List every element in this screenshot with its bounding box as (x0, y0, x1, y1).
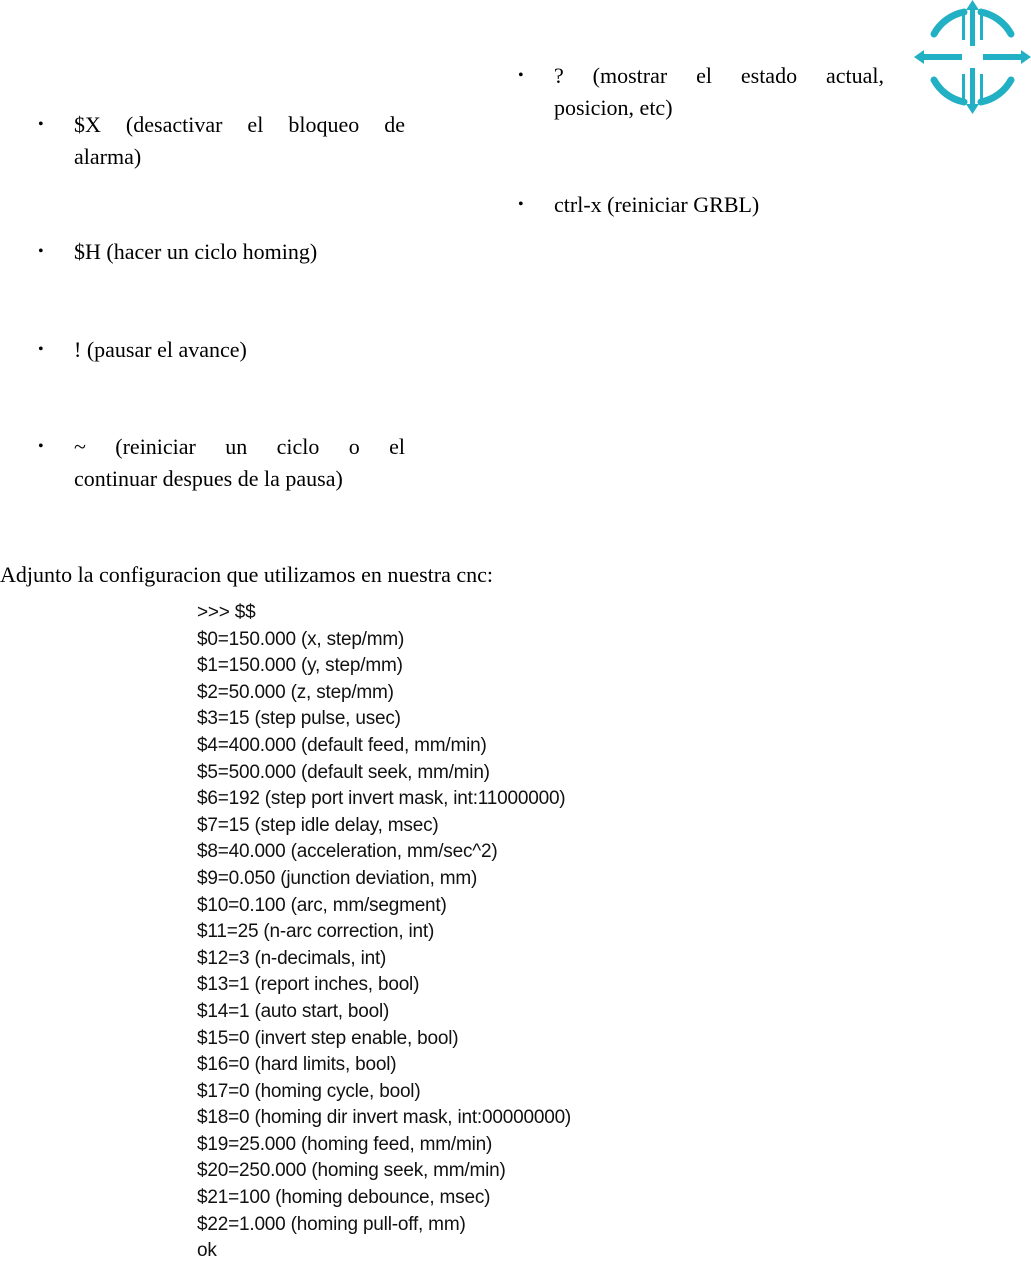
config-line: $21=100 (homing debounce, msec) (197, 1187, 491, 1209)
config-line: $15=0 (invert step enable, bool) (197, 1027, 459, 1049)
config-line: $9=0.050 (junction deviation, mm) (197, 867, 478, 889)
bullet-dot: • (518, 196, 524, 213)
bullet-dot: • (38, 438, 44, 455)
bullet-text-line: alarma) (74, 144, 142, 169)
bullet-dot: • (38, 341, 44, 358)
config-line: $16=0 (hard limits, bool) (197, 1054, 397, 1076)
config-line: $10=0.100 (arc, mm/segment) (197, 894, 447, 916)
config-line: $22=1.000 (homing pull-off, mm) (197, 1213, 466, 1235)
config-line: $7=15 (step idle delay, msec) (197, 814, 439, 836)
config-line: $20=250.000 (homing seek, mm/min) (197, 1160, 506, 1182)
bullet-text-line: continuar despues de la pausa) (74, 466, 343, 491)
bullet-dot: • (38, 243, 44, 260)
config-line: $2=50.000 (z, step/mm) (197, 681, 394, 703)
bullet-text-line: ctrl-x (reiniciar GRBL) (554, 192, 760, 217)
config-line: $18=0 (homing dir invert mask, int:00000000) (197, 1107, 572, 1129)
config-line: $4=400.000 (default feed, mm/min) (197, 734, 487, 756)
config-line: $0=150.000 (x, step/mm) (197, 628, 405, 650)
grbl-config-listing (197, 600, 571, 1265)
config-line: $11=25 (n-arc correction, int) (197, 921, 435, 943)
bullet-text-line: $X (desactivar el bloqueo de (74, 112, 405, 137)
config-line: $6=192 (step port invert mask, int:11000000) (197, 788, 566, 810)
config-line: $13=1 (report inches, bool) (197, 974, 420, 996)
config-line: $12=3 (n-decimals, int) (197, 947, 387, 969)
bullet-dot: • (38, 116, 44, 133)
config-line: $19=25.000 (homing feed, mm/min) (197, 1133, 493, 1155)
config-line: ok (197, 1240, 217, 1262)
config-line: $14=1 (auto start, bool) (197, 1000, 390, 1022)
config-line: $5=500.000 (default seek, mm/min) (197, 761, 490, 783)
bullet-dot: • (518, 67, 524, 84)
config-line: $8=40.000 (acceleration, mm/sec^2) (197, 841, 498, 863)
config-line: $1=150.000 (y, step/mm) (197, 655, 403, 677)
bullet-text-line: ~ (reiniciar un ciclo o el (74, 434, 405, 459)
bullet-text-line: $H (hacer un ciclo homing) (74, 239, 318, 264)
config-line: >>> $$ (197, 602, 256, 623)
logo-emblem-icon (914, 0, 1031, 114)
bullet-text-line: posicion, etc) (554, 95, 673, 120)
config-line: $3=15 (step pulse, usec) (197, 708, 401, 730)
config-line: $17=0 (homing cycle, bool) (197, 1080, 421, 1102)
bullet-text-line: ! (pausar el avance) (74, 337, 247, 362)
bullet-text-line: ? (mostrar el estado actual, (554, 63, 884, 88)
intro-paragraph: Adjunto la configuracion que utilizamos en nuestra cnc: (0, 562, 494, 587)
